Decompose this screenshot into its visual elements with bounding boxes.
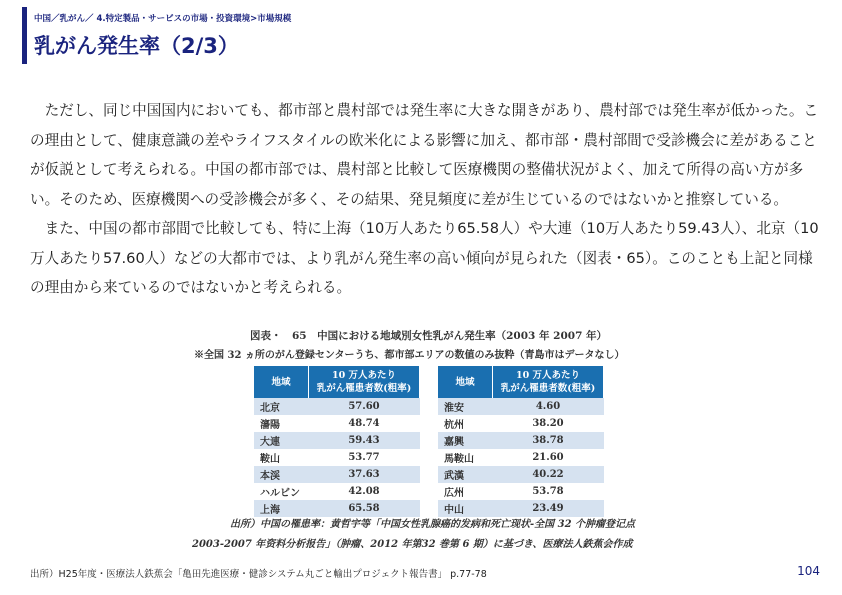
region-cell: 瀋陽 (254, 415, 309, 432)
paragraph-1: ただし、同じ中国国内においても、都市部と農村部では発生率に大きな開きがあり、農村部では発生率が低かった。この理由として、健康意識の差やライフスタイルの欧米化による影響に加え、都市部・農村部間で受診機会に差があることが仮説として考えられる。中国の都市部では、農村部と比較して医療機関の整備状況がよく、加えて所得の高い方が多い。そのため、医療機関への受診機会が多く、その結果、発見頻度に差が生じているのではないかと推察している。 (30, 102, 819, 208)
table-row (438, 483, 604, 500)
figure-source (192, 515, 697, 555)
header-region: 地域 (254, 366, 309, 398)
value-cell: 4.60 (493, 398, 604, 415)
value-cell: 38.20 (493, 415, 604, 432)
value-cell: 38.78 (493, 432, 604, 449)
value-cell: 42.08 (309, 483, 420, 500)
region-cell: 広州 (438, 483, 493, 500)
table-row (438, 449, 604, 466)
footer-source: 出所）H25年度・医療法人鉄蕉会「亀田先進医療・健診システム丸ごと輸出プロジェクト報告書」 p.77-78 (30, 569, 487, 580)
figure-source-line-1: 出所）中国の罹患率：黄哲宇等「中国女性乳腺癌的发病和死亡现状-全国 32 个肿瘤登记点 (230, 519, 636, 530)
region-cell: 杭州 (438, 415, 493, 432)
header-incidence: 10 万人あたり 乳がん罹患者数(粗率) (493, 366, 604, 398)
table-row (438, 466, 604, 483)
region-cell: 北京 (254, 398, 309, 415)
value-cell: 53.77 (309, 449, 420, 466)
value-cell: 57.60 (309, 398, 420, 415)
header-incidence: 10 万人あたり 乳がん罹患者数(粗率) (309, 366, 420, 398)
value-cell: 65.58 (309, 500, 420, 517)
header-region: 地域 (438, 366, 493, 398)
value-cell: 37.63 (309, 466, 420, 483)
value-cell: 53.78 (493, 483, 604, 500)
region-cell: 本渓 (254, 466, 309, 483)
value-cell: 23.49 (493, 500, 604, 517)
table-row (254, 466, 420, 483)
region-cell: 大連 (254, 432, 309, 449)
region-cell: 鞍山 (254, 449, 309, 466)
incidence-table-left (254, 366, 420, 517)
incidence-table-right (438, 366, 604, 517)
table-row (254, 449, 420, 466)
figure-source-line-2: 2003-2007 年资料分析报告」（肿瘤、2012 年第32 巻第 6 期）に基づき、医療法人鉄蕉会作成 (192, 539, 633, 550)
table-row (254, 415, 420, 432)
value-cell: 59.43 (309, 432, 420, 449)
value-cell: 40.22 (493, 466, 604, 483)
region-cell: ハルビン (254, 483, 309, 500)
paragraph-2: また、中国の都市部間で比較しても、特に上海（10万人あたり65.58人）や大連（10万人あたり59.43人）、北京（10万人あたり57.60人）などの大都市では、より乳がん発生率の高い傾向が見られた（図表・65）。このことも上記と同様の理由から来ているのではないかと考えられる。 (30, 220, 819, 296)
region-cell: 上海 (254, 500, 309, 517)
table-row (254, 432, 420, 449)
table-row (438, 432, 604, 449)
page-title: 乳がん発生率（2/3） (34, 34, 239, 58)
region-cell: 馬鞍山 (438, 449, 493, 466)
region-cell: 嘉興 (438, 432, 493, 449)
value-cell: 48.74 (309, 415, 420, 432)
page-number: 104 (797, 564, 820, 578)
table-row (438, 415, 604, 432)
title-accent-bar (22, 7, 27, 64)
body-text (30, 96, 820, 303)
value-cell: 21.60 (493, 449, 604, 466)
figure-65 (192, 322, 697, 552)
table-row (254, 483, 420, 500)
region-cell: 中山 (438, 500, 493, 517)
region-cell: 淮安 (438, 398, 493, 415)
table-row (438, 398, 604, 415)
figure-note: ※全国 32 ヵ所のがん登録センターうち、都市部エリアの数値のみ抜粋（青島市はデータなし） (194, 350, 625, 361)
figure-title: 図表・ 65 中国における地域別女性乳がん発生率（2003 年 2007 年） (250, 330, 608, 342)
region-cell: 武漢 (438, 466, 493, 483)
breadcrumb: 中国／乳がん／ 4.特定製品・サービスの市場・投資環境>市場規模 (34, 14, 292, 24)
table-row (254, 398, 420, 415)
